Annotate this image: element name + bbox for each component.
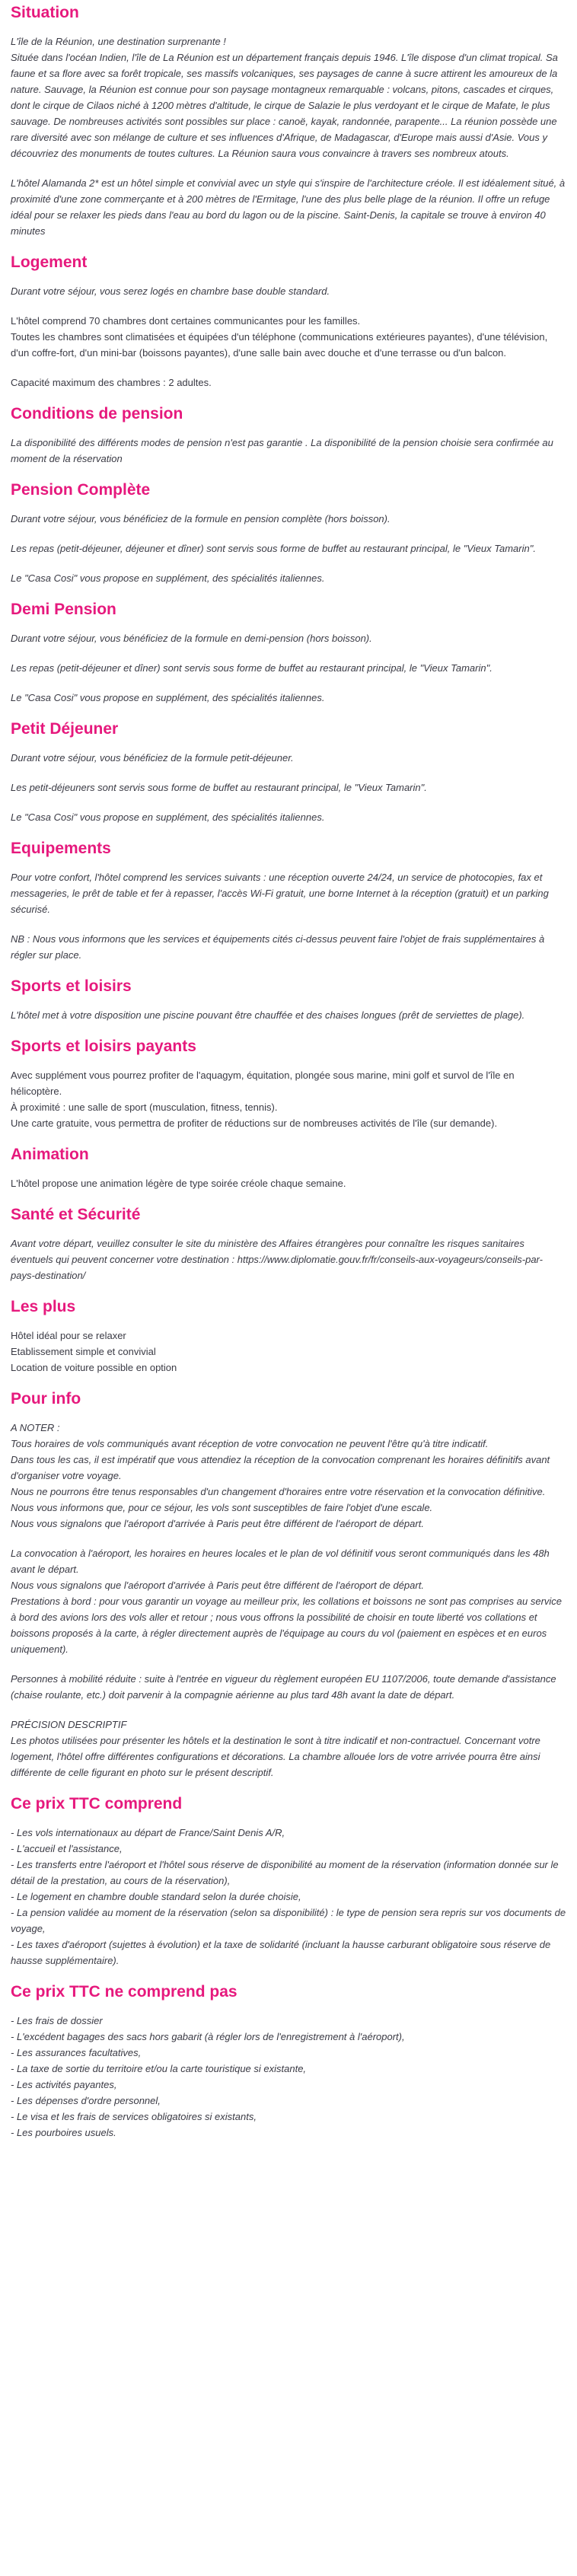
text-line: Les photos utilisées pour présenter les hôtels et la destination le sont à titre indicatif et non-contractuel. Concernant votre logement, l'hôtel offre différentes configurations et décorations. La chambre allouée lors de votre arrivée pourra être ainsi différente de celle figurant en photo sur le présent descriptif. — [11, 1735, 540, 1778]
section-demi-pension — [11, 600, 566, 706]
text-line: Les repas (petit-déjeuner, déjeuner et dîner) sont servis sous forme de buffet au restaurant principal, le "Vieux Tamarin". — [11, 543, 536, 554]
text-line: La convocation à l'aéroport, les horaires en heures locales et le plan de vol définitif vous seront communiqués dans les 48h avant le départ. — [11, 1548, 550, 1575]
text-line: - Les assurances facultatives, — [11, 2047, 142, 2058]
paragraph — [11, 1545, 566, 1657]
paragraph — [11, 33, 566, 161]
text-line: Durant votre séjour, vous bénéficiez de la formule en pension complète (hors boisson). — [11, 513, 391, 524]
section-title: Logement — [11, 253, 88, 271]
section-body — [11, 1235, 566, 1283]
paragraph — [11, 750, 566, 766]
text-line: - La taxe de sortie du territoire et/ou la carte touristique si existante, — [11, 2063, 307, 2074]
paragraph — [11, 175, 566, 239]
text-line: Avec supplément vous pourrez profiter de l'aquagym, équitation, plongée sous marine, mini golf et survol de l'île en hélicoptère. — [11, 1070, 515, 1097]
section-title: Ce prix TTC ne comprend pas — [11, 1983, 237, 2001]
text-line: Durant votre séjour, vous bénéficiez de la formule petit-déjeuner. — [11, 752, 294, 764]
text-line: L'île de la Réunion, une destination surprenante ! — [11, 36, 226, 47]
text-line: L'hôtel met à votre disposition une piscine pouvant être chauffée et des chaises longues (prêt de serviettes de plage). — [11, 1009, 525, 1021]
text-line: - Les activités payantes, — [11, 2079, 117, 2090]
text-line: NB : Nous vous informons que les services et équipements cités ci-dessus peuvent faire l'objet de frais supplémentaires à régler sur place. — [11, 933, 545, 961]
text-line: Hôtel idéal pour se relaxer — [11, 1330, 126, 1341]
paragraph — [11, 1825, 566, 1969]
text-line: Avant votre départ, veuillez consulter le site du ministère des Affaires étrangères pour connaître les risques sanitaires éventuels qui peuvent concerner votre destination : https://www.diplomatie.gouv.fr/fr/conseils-aux-voyageurs/conseils-par-pays-destination/ — [11, 1238, 543, 1281]
section-body — [11, 869, 566, 963]
text-line: Personnes à mobilité réduite : suite à l'entrée en vigueur du règlement européen EU 1107/2006, toute demande d'assistance (chaise roulante, etc.) doit parvenir à la compagnie aérienne au plus tard 48h avant la date de départ. — [11, 1673, 556, 1701]
text-line: - L'excédent bagages des sacs hors gabarit (à régler lors de l'enregistrement à l'aéroport), — [11, 2031, 405, 2042]
paragraph — [11, 1420, 566, 1532]
paragraph — [11, 931, 566, 963]
section-title: Pension Complète — [11, 481, 151, 499]
section-petit-dejeuner — [11, 719, 566, 825]
paragraph — [11, 313, 566, 361]
text-line: Tous horaires de vols communiqués avant réception de votre convocation ne peuvent l'être qu'à titre indicatif. — [11, 1438, 489, 1449]
section-title: Pour info — [11, 1390, 81, 1408]
text-line: - Les frais de dossier — [11, 2015, 103, 2026]
paragraph — [11, 1175, 566, 1191]
section-body — [11, 1825, 566, 1969]
section-title: Les plus — [11, 1298, 76, 1315]
text-line: A NOTER : — [11, 1422, 60, 1433]
text-line: La disponibilité des différents modes de pension n'est pas garantie . La disponibilité de la pension choisie sera confirmée au moment de la réservation — [11, 437, 553, 464]
section-title: Conditions de pension — [11, 405, 183, 422]
text-line: Les repas (petit-déjeuner et dîner) sont servis sous forme de buffet au restaurant principal, le "Vieux Tamarin". — [11, 662, 493, 674]
text-line: - Les taxes d'aéroport (sujettes à évolution) et la taxe de solidarité (incluant la hausse carburant obligatoire sous réserve de hausse supplémentaire). — [11, 1939, 551, 1966]
paragraph — [11, 809, 566, 825]
text-line: Située dans l'océan Indien, l'île de La Réunion est un département français depuis 1946. L'île dispose d'un climat tropical. Sa faune et sa flore avec sa forêt tropicale, ses massifs volcaniques, ses paysages de canne à sucre attirent les amoureux de la nature. Sauvage, la Réunion est connue pour son paysage montagneux remarquable : volcans, pitons, cascades et cirques, dont le cirque de Cilaos niché à 1200 mètres d'altitude, le cirque de Salazie le plus verdoyant et le cirque de Mafate, le plus sauvage. De nombreuses activités sont possibles sur place : canoë, kayak, randonnée, parapente... La réunion possède une rare diversité avec son mélange de culture et ses influences d'Afrique, de Madagascar, d'Europe mais aussi d'Asie. Vous y découvriez des monuments de toutes cultures. La Réunion saura vous convaincre à travers ses nombreux atouts. — [11, 52, 558, 159]
text-line: L'hôtel comprend 70 chambres dont certaines communicantes pour les familles. — [11, 315, 361, 327]
text-line: - Les pourboires usuels. — [11, 2127, 116, 2138]
section-body — [11, 2013, 566, 2141]
paragraph — [11, 540, 566, 556]
text-line: - Les vols internationaux au départ de France/Saint Denis A/R, — [11, 1827, 285, 1838]
section-title: Animation — [11, 1146, 89, 1163]
text-line: Durant votre séjour, vous serez logés en chambre base double standard. — [11, 285, 330, 297]
section-pension-complete — [11, 480, 566, 586]
text-line: Le "Casa Cosi" vous propose en supplément, des spécialités italiennes. — [11, 692, 325, 703]
text-line: À proximité : une salle de sport (musculation, fitness, tennis). — [11, 1101, 278, 1113]
section-logement — [11, 253, 566, 391]
section-title: Equipements — [11, 840, 111, 857]
section-body — [11, 1328, 566, 1376]
section-pour-info — [11, 1389, 566, 1781]
section-body — [11, 283, 566, 391]
text-line: Durant votre séjour, vous bénéficiez de la formule en demi-pension (hors boisson). — [11, 633, 372, 644]
paragraph — [11, 1717, 566, 1781]
paragraph — [11, 1671, 566, 1703]
text-line: L'hôtel propose une animation légère de type soirée créole chaque semaine. — [11, 1178, 346, 1189]
paragraph — [11, 1007, 566, 1023]
text-line: Les petit-déjeuners sont servis sous forme de buffet au restaurant principal, le "Vieux Tamarin". — [11, 782, 427, 793]
text-line: - Le visa et les frais de services obligatoires si existants, — [11, 2111, 257, 2122]
section-body — [11, 435, 566, 467]
section-ce-prix-ttc-comprend — [11, 1794, 566, 1969]
paragraph — [11, 435, 566, 467]
text-line: Capacité maximum des chambres : 2 adultes. — [11, 377, 212, 388]
text-line: Toutes les chambres sont climatisées et équipées d'un téléphone (communications extérieures payantes), d'une télévision, d'un coffre-fort, d'un mini-bar (boissons payantes), d'une salle bain avec douche et d'une terrasse ou d'un balcon. — [11, 331, 548, 359]
text-line: Une carte gratuite, vous permettra de profiter de réductions sur de nombreuses activités de l'île (sur demande). — [11, 1117, 498, 1129]
paragraph — [11, 779, 566, 795]
paragraph — [11, 1067, 566, 1131]
paragraph — [11, 869, 566, 917]
text-line: Pour votre confort, l'hôtel comprend les services suivants : une réception ouverte 24/24, un service de photocopies, fax et messageries, le prêt de table et fer à repasser, l'accès Wi-Fi gratuit, une borne Internet à la réception (gratuit) et un parking sécurisé. — [11, 872, 549, 915]
paragraph — [11, 511, 566, 527]
section-body — [11, 630, 566, 706]
section-les-plus — [11, 1297, 566, 1376]
text-line: Location de voiture possible en option — [11, 1362, 177, 1373]
text-line: Nous vous signalons que l'aéroport d'arrivée à Paris peut être différent de l'aéroport de départ. — [11, 1580, 424, 1591]
section-body — [11, 33, 566, 239]
text-line: L'hôtel Alamanda 2* est un hôtel simple et convivial avec un style qui s'inspire de l'architecture créole. Il est idéalement situé, à proximité d'une zone commerçante et à 200 mètres de l'Ermitage, l'une des plus belle plage de la réunion. Il offre un refuge idéal pour se relaxer les pieds dans l'eau au bord du lagon ou de la piscine. Saint-Denis, la capitale se trouve à environ 40 minutes — [11, 177, 566, 237]
text-line: - Le logement en chambre double standard selon la durée choisie, — [11, 1891, 301, 1902]
paragraph — [11, 690, 566, 706]
section-body — [11, 1007, 566, 1023]
section-title: Santé et Sécurité — [11, 1206, 141, 1223]
paragraph — [11, 2013, 566, 2141]
text-line: Le "Casa Cosi" vous propose en supplément, des spécialités italiennes. — [11, 572, 325, 584]
text-line: Prestations à bord : pour vous garantir un voyage au meilleur prix, les collations et boissons ne sont pas comprises au service à bord des avions lors des vols aller et retour ; nous vous offrons la possibilité de choisir en toute liberté vos collations et boissons proposés à la carte, à régler directement auprès de l'équipage au cours du vol (paiement en espèces et en euros uniquement). — [11, 1596, 563, 1655]
section-body — [11, 1067, 566, 1131]
section-title: Sports et loisirs — [11, 977, 132, 995]
text-line: Dans tous les cas, il est impératif que vous attendiez la réception de la convocation comprenant les horaires définitifs avant d'organiser votre voyage. — [11, 1454, 550, 1481]
section-situation — [11, 3, 566, 239]
text-line: Etablissement simple et convivial — [11, 1346, 156, 1357]
section-body — [11, 750, 566, 825]
paragraph — [11, 660, 566, 676]
paragraph — [11, 375, 566, 391]
section-body — [11, 511, 566, 586]
text-line: Nous vous informons que, pour ce séjour, les vols sont susceptibles de faire l'objet d'une escale. — [11, 1502, 433, 1513]
section-ce-prix-ttc-ne-comprend-pas — [11, 1982, 566, 2141]
section-body — [11, 1175, 566, 1191]
paragraph — [11, 630, 566, 646]
section-animation — [11, 1145, 566, 1191]
section-title: Petit Déjeuner — [11, 720, 119, 738]
text-line: Le "Casa Cosi" vous propose en supplément, des spécialités italiennes. — [11, 811, 325, 823]
paragraph — [11, 570, 566, 586]
section-title: Sports et loisirs payants — [11, 1038, 196, 1055]
paragraph — [11, 1328, 566, 1376]
section-title: Ce prix TTC comprend — [11, 1795, 183, 1812]
text-line: Nous vous signalons que l'aéroport d'arrivée à Paris peut être différent de l'aéroport de départ. — [11, 1518, 424, 1529]
section-sante-et-securite — [11, 1205, 566, 1283]
section-title: Demi Pension — [11, 601, 116, 618]
section-title: Situation — [11, 4, 79, 21]
text-line: - L'accueil et l'assistance, — [11, 1843, 123, 1854]
text-line: PRÉCISION DESCRIPTIF — [11, 1719, 127, 1730]
text-line: - Les dépenses d'ordre personnel, — [11, 2095, 161, 2106]
text-line: - La pension validée au moment de la réservation (selon sa disponibilité) : le type de pension sera repris sur vos documents de voyage, — [11, 1907, 566, 1934]
section-conditions-de-pension — [11, 404, 566, 467]
paragraph — [11, 283, 566, 299]
paragraph — [11, 1235, 566, 1283]
section-sports-et-loisirs-payants — [11, 1037, 566, 1131]
section-sports-et-loisirs — [11, 977, 566, 1023]
text-line: - Les transferts entre l'aéroport et l'hôtel sous réserve de disponibilité au moment de la réservation (information donnée sur le détail de la prestation, au cours de la réservation), — [11, 1859, 559, 1886]
text-line: Nous ne pourrons être tenus responsables d'un changement d'horaires entre votre réservation et la convocation définitive. — [11, 1486, 546, 1497]
section-body — [11, 1420, 566, 1781]
section-equipements — [11, 839, 566, 963]
